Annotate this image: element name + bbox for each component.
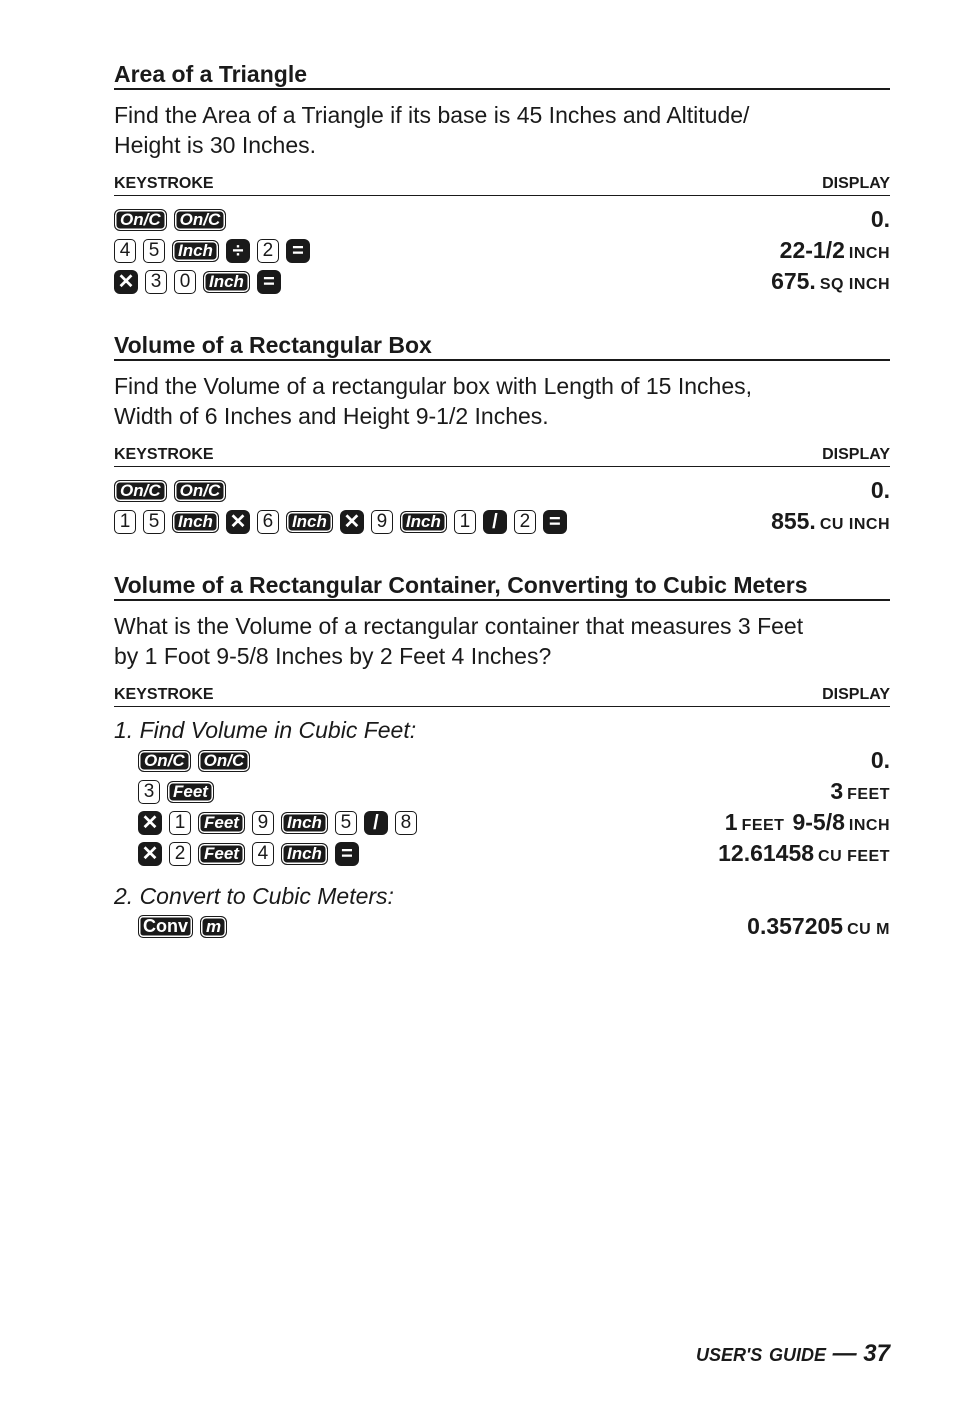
description-line: Find the Volume of a rectangular box with Length of 15 Inches, xyxy=(114,373,753,399)
display-value: 0.357205 xyxy=(747,913,844,939)
column-header xyxy=(114,685,890,707)
keystroke-row xyxy=(114,745,890,776)
display-header: DISPLAY xyxy=(822,686,890,703)
on-c-key[interactable]: On/C xyxy=(114,209,167,231)
inch-key[interactable]: Inch xyxy=(281,812,328,834)
equals-key[interactable]: = xyxy=(257,270,281,294)
display-unit: INCH xyxy=(848,817,890,834)
divide-key[interactable]: ÷ xyxy=(226,239,250,263)
inch-key[interactable]: Inch xyxy=(172,511,219,533)
keystroke-row xyxy=(114,776,890,807)
description-line: Width of 6 Inches and Height 9-1/2 Inches. xyxy=(114,403,549,429)
multiply-key[interactable]: ✕ xyxy=(226,510,250,534)
feet-key[interactable]: Feet xyxy=(198,843,245,865)
on-c-key[interactable]: On/C xyxy=(114,480,167,502)
display-value: 22-1/2 xyxy=(779,237,845,263)
keystroke-row xyxy=(114,506,890,537)
display-value: 12.61458 xyxy=(718,840,815,866)
digit-5-key[interactable]: 5 xyxy=(143,239,165,263)
display-value: 9-5/8 xyxy=(792,809,845,835)
on-c-key[interactable]: On/C xyxy=(174,209,227,231)
description-line: Find the Area of a Triangle if its base is 45 Inches and Altitude/ xyxy=(114,102,750,128)
inch-key[interactable]: Inch xyxy=(286,511,333,533)
inch-key[interactable]: Inch xyxy=(281,843,328,865)
digit-2-key[interactable]: 2 xyxy=(257,239,279,263)
display-unit: CU FEET xyxy=(818,848,890,865)
display-unit: FEET xyxy=(847,786,890,803)
section-title: Volume of a Rectangular Container, Converting to Cubic Meters xyxy=(114,571,890,601)
on-c-key[interactable]: On/C xyxy=(174,480,227,502)
display-header: DISPLAY xyxy=(822,175,890,192)
display-value: 0. xyxy=(870,206,890,232)
page-footer xyxy=(696,1340,890,1368)
display-value: 855. xyxy=(771,508,816,534)
digit-8-key[interactable]: 8 xyxy=(395,811,417,835)
digit-1-key[interactable]: 1 xyxy=(169,811,191,835)
feet-key[interactable]: Feet xyxy=(198,812,245,834)
digit-2-key[interactable]: 2 xyxy=(514,510,536,534)
description-line: by 1 Foot 9-5/8 Inches by 2 Feet 4 Inches? xyxy=(114,643,552,669)
on-c-key[interactable]: On/C xyxy=(138,750,191,772)
digit-5-key[interactable]: 5 xyxy=(143,510,165,534)
step-2-label: 2. Convert to Cubic Meters: xyxy=(114,883,394,909)
inch-key[interactable]: Inch xyxy=(172,240,219,262)
digit-9-key[interactable]: 9 xyxy=(371,510,393,534)
display-value: 0. xyxy=(870,747,890,773)
section-description xyxy=(114,100,890,160)
display-value: 0. xyxy=(870,477,890,503)
digit-2-key[interactable]: 2 xyxy=(169,842,191,866)
keystroke-row xyxy=(114,235,890,266)
display-unit: INCH xyxy=(848,245,890,262)
equals-key[interactable]: = xyxy=(543,510,567,534)
display-value: 1 xyxy=(724,809,738,835)
section-title: Volume of a Rectangular Box xyxy=(114,331,890,361)
equals-key[interactable]: = xyxy=(286,239,310,263)
section-volume-box xyxy=(114,331,890,537)
multiply-key[interactable]: ✕ xyxy=(138,811,162,835)
keystroke-row xyxy=(114,475,890,506)
display-value: 3 xyxy=(830,778,844,804)
display-header: DISPLAY xyxy=(822,446,890,463)
digit-4-key[interactable]: 4 xyxy=(252,842,274,866)
inch-key[interactable]: Inch xyxy=(400,511,447,533)
description-line: Height is 30 Inches. xyxy=(114,132,317,158)
inch-key[interactable]: Inch xyxy=(203,271,250,293)
display-unit: SQ INCH xyxy=(819,276,890,293)
column-header xyxy=(114,445,890,467)
conv-key[interactable]: Conv xyxy=(138,915,193,938)
keystroke-row xyxy=(114,838,890,869)
display-unit: CU M xyxy=(847,921,890,938)
digit-5-key[interactable]: 5 xyxy=(335,811,357,835)
digit-3-key[interactable]: 3 xyxy=(145,270,167,294)
footer-dash: — xyxy=(832,1340,857,1367)
digit-4-key[interactable]: 4 xyxy=(114,239,136,263)
fraction-key[interactable]: / xyxy=(364,811,388,835)
equals-key[interactable]: = xyxy=(335,842,359,866)
display-value: 675. xyxy=(771,268,816,294)
description-line: What is the Volume of a rectangular container that measures 3 Feet xyxy=(114,613,804,639)
digit-6-key[interactable]: 6 xyxy=(257,510,279,534)
feet-key[interactable]: Feet xyxy=(167,781,214,803)
digit-1-key[interactable]: 1 xyxy=(114,510,136,534)
keystroke-row xyxy=(114,807,890,838)
keystroke-row xyxy=(114,204,890,235)
digit-3-key[interactable]: 3 xyxy=(138,780,160,804)
digit-1-key[interactable]: 1 xyxy=(454,510,476,534)
display-unit: CU INCH xyxy=(819,516,890,533)
section-area-triangle xyxy=(114,60,890,297)
keystroke-header: KEYSTROKE xyxy=(114,175,214,192)
section-title: Area of a Triangle xyxy=(114,60,890,90)
footer-users: USER'S xyxy=(695,1345,763,1365)
keystroke-header: KEYSTROKE xyxy=(114,446,214,463)
display-unit: FEET xyxy=(741,817,785,834)
section-description xyxy=(114,371,890,431)
page-number: 37 xyxy=(863,1340,890,1367)
fraction-key[interactable]: / xyxy=(483,510,507,534)
section-description xyxy=(114,611,890,671)
digit-0-key[interactable]: 0 xyxy=(174,270,196,294)
multiply-key[interactable]: ✕ xyxy=(114,270,138,294)
column-header xyxy=(114,174,890,196)
multiply-key[interactable]: ✕ xyxy=(138,842,162,866)
section-volume-container xyxy=(114,571,890,942)
keystroke-row xyxy=(114,911,890,942)
multiply-key[interactable]: ✕ xyxy=(340,510,364,534)
meter-key[interactable]: m xyxy=(200,916,227,938)
keystroke-row xyxy=(114,266,890,297)
digit-9-key[interactable]: 9 xyxy=(252,811,274,835)
step-1-label: 1. Find Volume in Cubic Feet: xyxy=(114,717,417,743)
footer-guide: GUIDE xyxy=(768,1345,826,1365)
on-c-key[interactable]: On/C xyxy=(198,750,251,772)
keystroke-header: KEYSTROKE xyxy=(114,686,214,703)
